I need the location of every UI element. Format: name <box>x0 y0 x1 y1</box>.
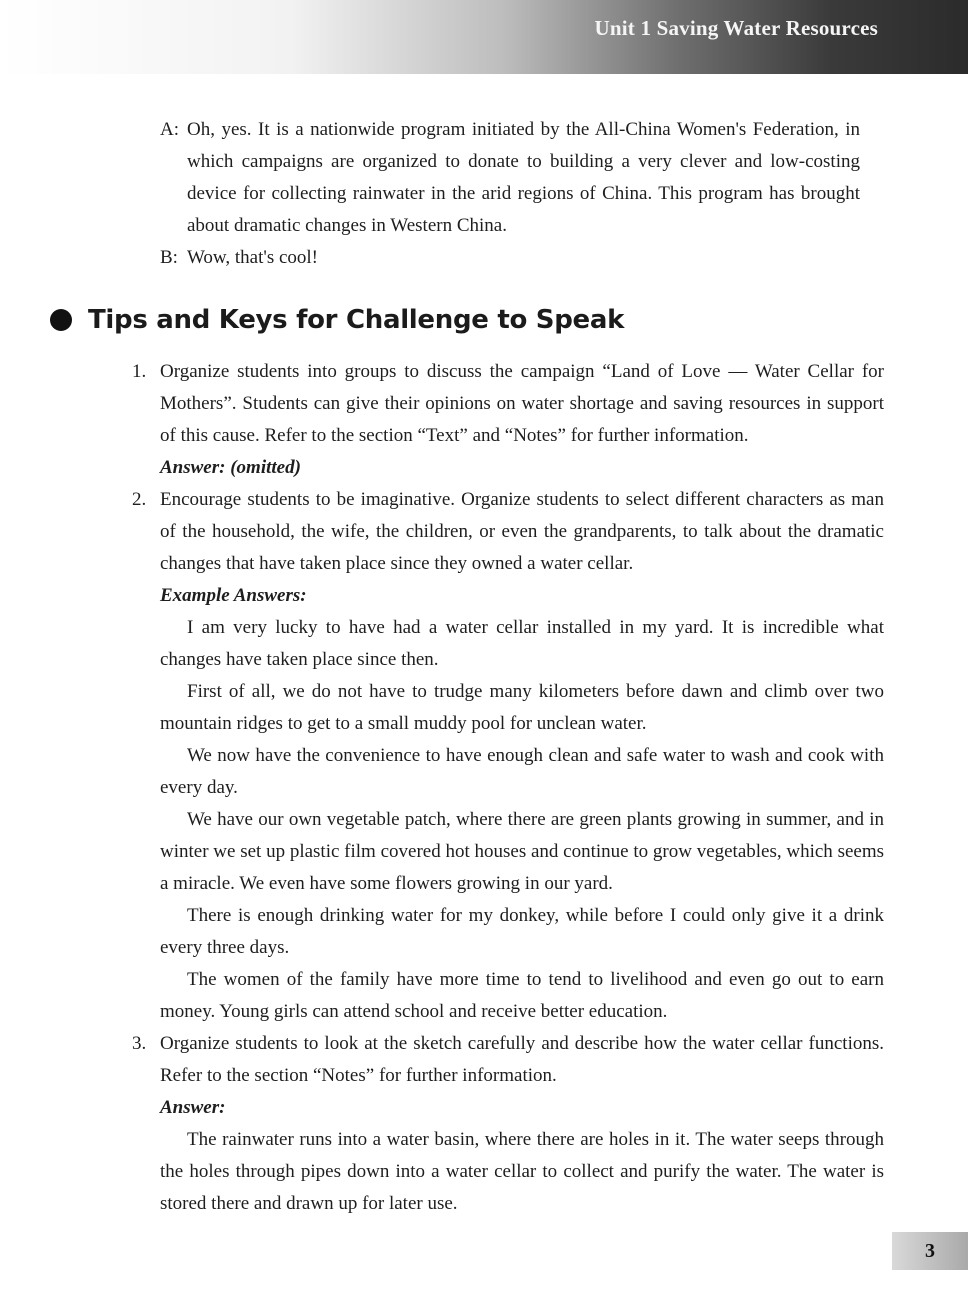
item-number: 3. <box>132 1033 147 1054</box>
dialog-line-a <box>160 114 860 242</box>
dialog-text: Wow, that's cool! <box>187 247 318 268</box>
page-number-tab <box>892 1232 968 1270</box>
answer-paragraph: We now have the convenience to have enough clean and safe water to wash and cook with every day. <box>160 745 884 798</box>
item-text: Encourage students to be imaginative. Organize students to select different characters as man of the household, the wife, the children, or even the grandparents, to talk about the dramatic changes that have taken place since they owned a water cellar. <box>160 489 884 574</box>
list-item <box>132 1028 884 1220</box>
bullet-icon <box>50 309 72 331</box>
item-number: 1. <box>132 361 147 382</box>
answer-paragraph: The women of the family have more time to tend to livelihood and even go out to earn money. Young girls can attend school and receive better education. <box>160 969 884 1022</box>
answer-paragraph: First of all, we do not have to trudge many kilometers before dawn and climb over two mountain ridges to get to a small muddy pool for unclean water. <box>160 681 884 734</box>
answer-label: Example Answers: <box>160 585 307 606</box>
answer-label: Answer: <box>160 1097 226 1118</box>
item-text: Organize students to look at the sketch carefully and describe how the water cellar functions. Refer to the section “Notes” for further information. <box>160 1033 884 1086</box>
dialog-text: Oh, yes. It is a nationwide program initiated by the All-China Women's Federation, in which campaigns are organized to donate to building a very clever and low-costing device for collecting rainwater in the arid regions of China. This program has brought about dramatic changes in Western China. <box>187 119 860 236</box>
answer-label: Answer: (omitted) <box>160 457 301 478</box>
header-band <box>0 0 968 74</box>
answer-paragraph: There is enough drinking water for my donkey, while before I could only give it a drink every three days. <box>160 905 884 958</box>
list-item <box>132 356 884 484</box>
dialog-line-b <box>160 242 860 274</box>
page-number: 3 <box>925 1239 935 1262</box>
answer-paragraph: I am very lucky to have had a water cellar installed in my yard. It is incredible what changes have taken place since then. <box>160 617 884 670</box>
section-title: Tips and Keys for Challenge to Speak <box>88 305 625 335</box>
answer-paragraph: We have our own vegetable patch, where there are green plants growing in summer, and in winter we set up plastic film covered hot houses and continue to grow vegetables, which seems a miracle. We even have some flowers growing in our yard. <box>160 809 884 894</box>
item-text: Organize students into groups to discuss the campaign “Land of Love — Water Cellar for Mothers”. Students can give their opinions on water shortage and saving resources in support of this cause. Refer to the section “Text” and “Notes” for further information. <box>160 361 884 446</box>
tips-list <box>132 356 884 1220</box>
answer-paragraph: The rainwater runs into a water basin, where there are holes in it. The water seeps through the holes through pipes down into a water cellar to collect and purify the water. The water is stored there and drawn up for later use. <box>160 1129 884 1214</box>
list-item <box>132 484 884 1028</box>
section-heading <box>50 300 624 340</box>
running-header: Unit 1 Saving Water Resources <box>594 16 878 40</box>
speaker-label: B: <box>160 247 178 268</box>
speaker-label: A: <box>160 119 179 140</box>
item-number: 2. <box>132 489 147 510</box>
